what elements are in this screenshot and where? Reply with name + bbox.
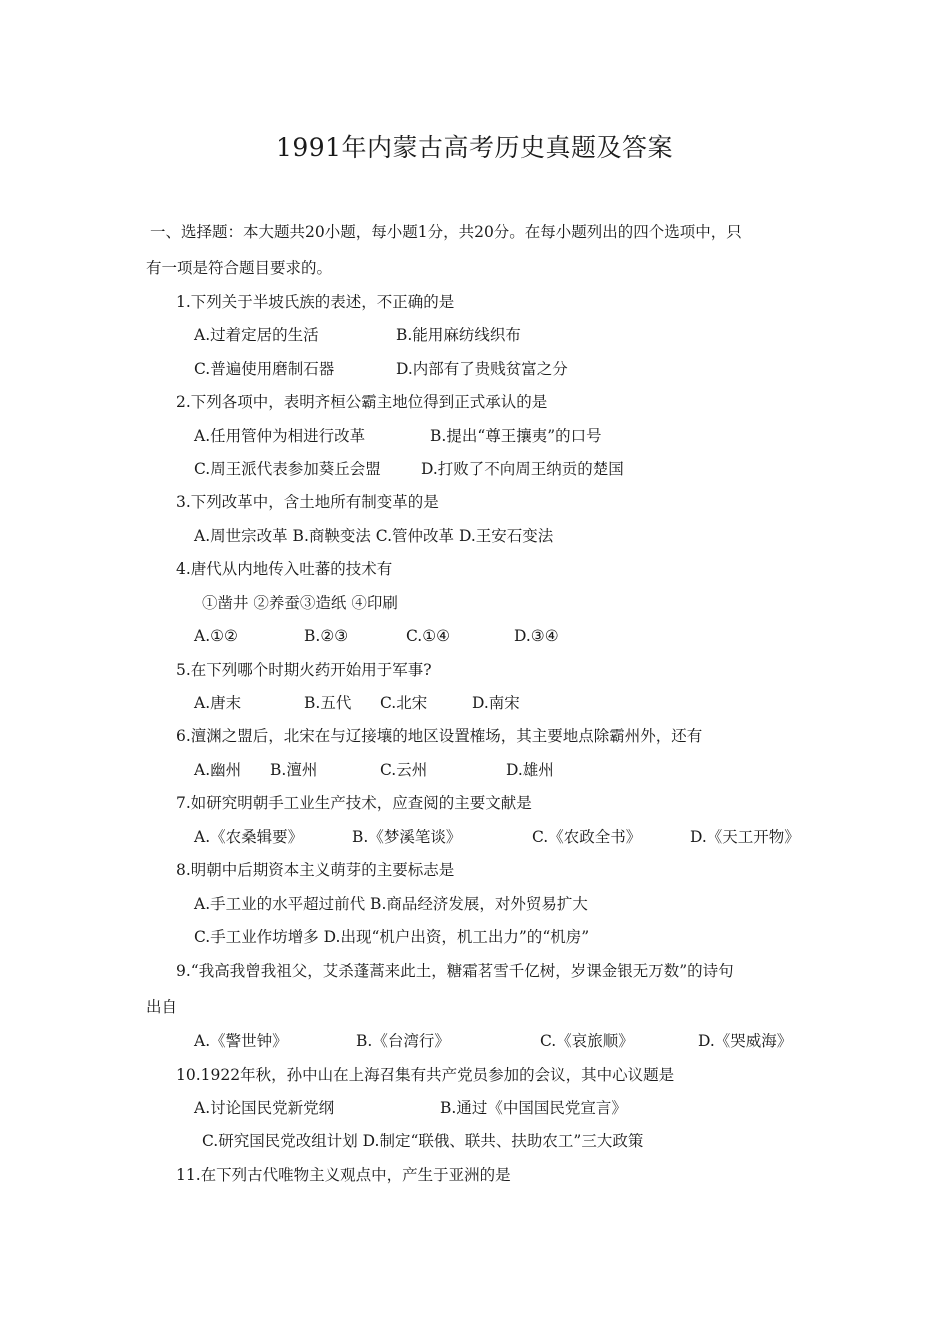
question-2-option-a: A.任用管仲为相进行改革 [194,427,366,445]
question-9-option-a: A.《警世钟》 [194,1032,288,1050]
question-4-option-d: D.③④ [514,627,559,645]
question-10-options-line2: C.研究国民党改组计划 D.制定“联俄、联共、扶助农工”三大政策 [202,1132,644,1150]
question-5-stem: 5.在下列哪个时期火药开始用于军事? [176,661,432,679]
question-9-stem-continued: 出自 [146,998,178,1016]
section-heading-continued: 有一项是符合题目要求的。 [146,259,333,277]
question-10-option-b: B.通过《中国国民党宣言》 [440,1099,627,1117]
question-7-option-a: A.《农桑辑要》 [194,828,304,846]
question-6-stem: 6.澶渊之盟后，北宋在与辽接壤的地区设置榷场，其主要地点除霸州外，还有 [176,727,703,745]
question-2-option-b: B.提出“尊王攘夷”的口号 [430,427,602,445]
question-10-stem: 10.1922年秋，孙中山在上海召集有共产党员参加的会议，其中心议题是 [176,1066,675,1084]
question-2-stem: 2.下列各项中，表明齐桓公霸主地位得到正式承认的是 [176,393,548,411]
question-4-items: ①凿井 ②养蚕③造纸 ④印刷 [202,594,398,612]
question-9-option-c: C.《哀旅顺》 [540,1032,634,1050]
question-8-options-line1: A.手工业的水平超过前代 B.商品经济发展，对外贸易扩大 [194,895,588,913]
question-8-options-line2: C.手工业作坊增多 D.出现“机户出资，机工出力”的“机房” [194,928,590,946]
question-7-option-c: C.《农政全书》 [532,828,642,846]
question-6-option-d: D.雄州 [506,761,554,779]
question-10-option-a: A.讨论国民党新党纲 [194,1099,335,1117]
question-7-option-d: D.《天工开物》 [690,828,800,846]
question-4-option-c: C.①④ [406,627,451,645]
question-6-option-a: A.幽州 [194,761,242,779]
question-1-option-b: B.能用麻纺线织布 [396,326,521,344]
question-3-options: A.周世宗改革 B.商鞅变法 C.管仲改革 D.王安石变法 [194,527,554,545]
question-1-stem: 1.下列关于半坡氏族的表述，不正确的是 [176,293,455,311]
question-6-option-b: B.澶州 [270,761,318,779]
question-9-option-d: D.《哭威海》 [698,1032,793,1050]
question-11-stem: 11.在下列古代唯物主义观点中，产生于亚洲的是 [176,1166,511,1184]
question-4-stem: 4.唐代从内地传入吐蕃的技术有 [176,560,393,578]
question-5-option-b: B.五代 [304,694,352,712]
question-1-option-a: A.过着定居的生活 [194,326,319,344]
page-title: 1991年内蒙古高考历史真题及答案 [275,133,674,162]
question-6-option-c: C.云州 [380,761,428,779]
question-1-option-d: D.内部有了贵贱贫富之分 [396,360,568,378]
question-9-stem: 9.“我高我曾我祖父，艾杀蓬蒿来此土，糖霜茗雪千亿树，岁课金银无万数”的诗句 [176,962,734,980]
question-4-option-a: A.①② [194,627,238,645]
question-7-stem: 7.如研究明朝手工业生产技术，应查阅的主要文献是 [176,794,532,812]
question-9-option-b: B.《台湾行》 [356,1032,450,1050]
question-1-option-c: C.普遍使用磨制石器 [194,360,335,378]
section-heading: 一、选择题：本大题共20小题，每小题1分，共20分。在每小题列出的四个选项中，只 [150,223,742,241]
question-2-option-d: D.打败了不向周王纳贡的楚国 [421,460,624,478]
question-3-stem: 3.下列改革中，含土地所有制变革的是 [176,493,439,511]
question-7-option-b: B.《梦溪笔谈》 [352,828,462,846]
question-4-option-b: B.②③ [304,627,349,645]
question-8-stem: 8.明朝中后期资本主义萌芽的主要标志是 [176,861,455,879]
question-5-option-c: C.北宋 [380,694,428,712]
question-5-option-d: D.南宋 [472,694,520,712]
question-2-option-c: C.周王派代表参加葵丘会盟 [194,460,381,478]
question-5-option-a: A.唐末 [194,694,242,712]
